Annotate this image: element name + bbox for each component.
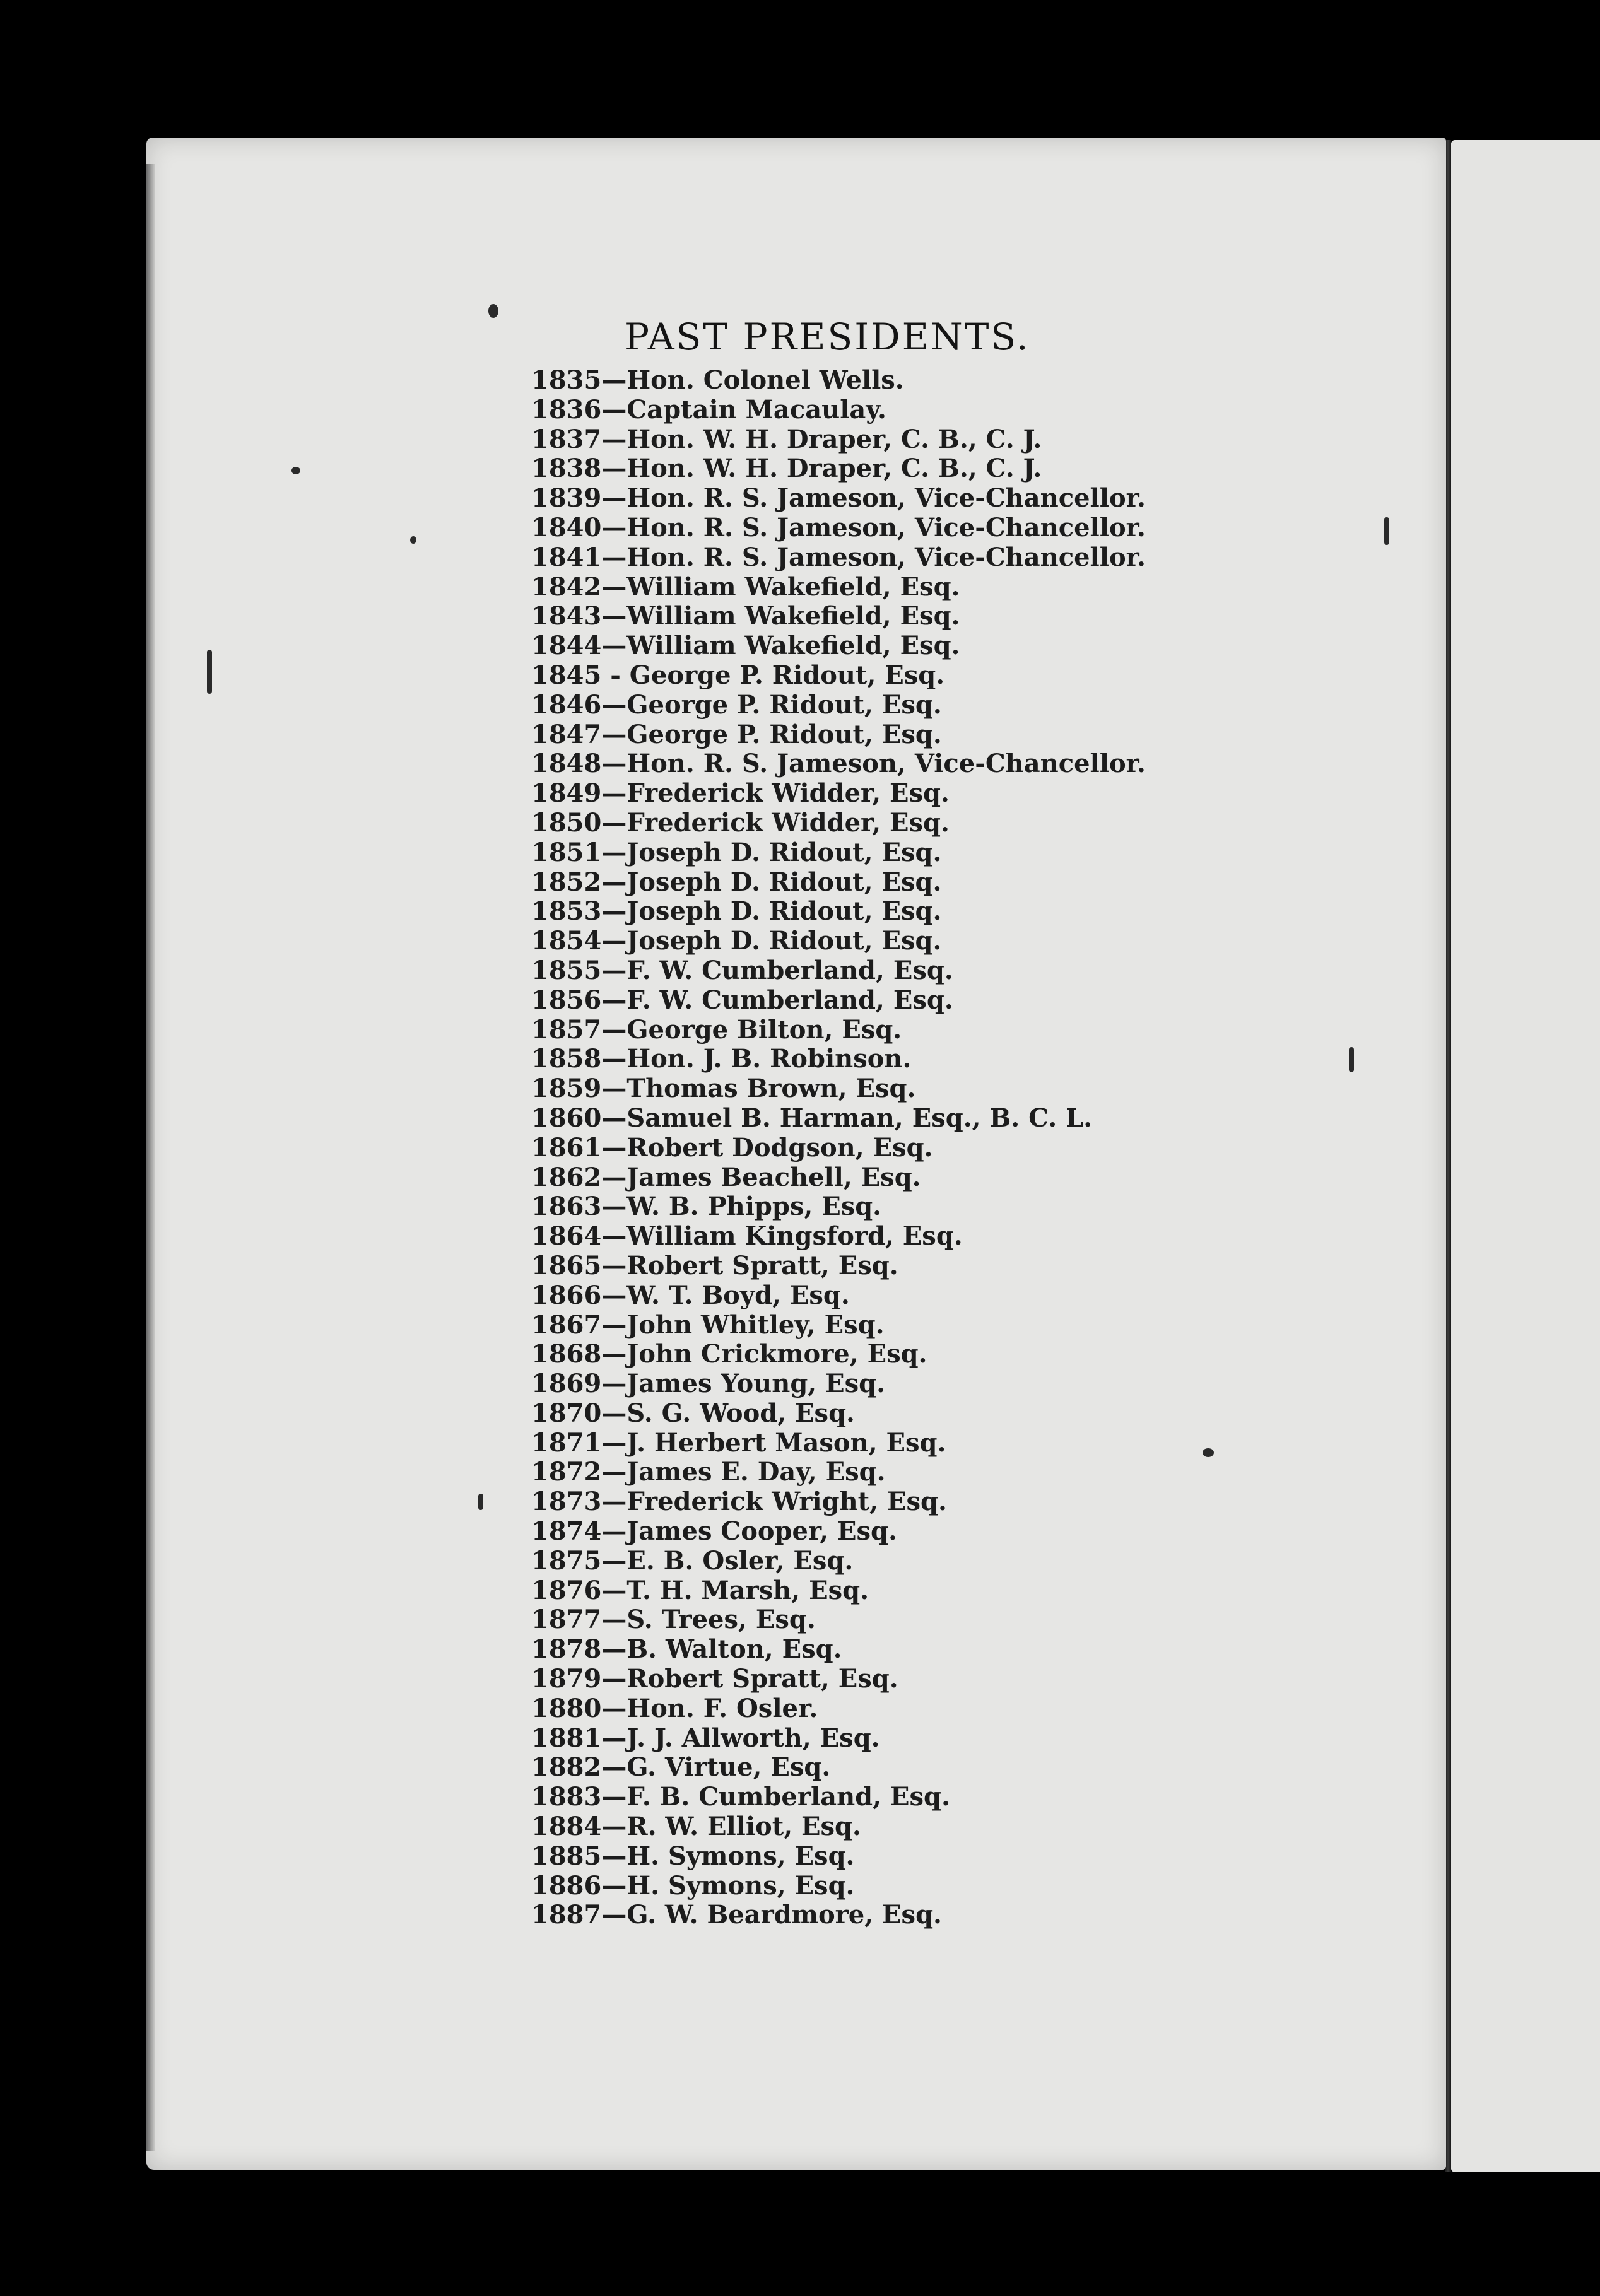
president-entry: 1869—James Young, Esq. (531, 1369, 886, 1399)
president-entry: 1853—Joseph D. Ridout, Esq. (531, 896, 942, 927)
president-entry: 1886—H. Symons, Esq. (531, 1870, 855, 1901)
president-entry: 1835—Hon. Colonel Wells. (531, 365, 904, 395)
president-entry: 1860—Samuel B. Harman, Esq., B. C. L. (531, 1103, 1093, 1133)
president-entry: 1878—B. Walton, Esq. (531, 1634, 842, 1665)
president-entry: 1843—William Wakefield, Esq. (531, 601, 960, 631)
president-entry: 1847—George P. Ridout, Esq. (531, 719, 942, 749)
president-entry: 1863—W. B. Phipps, Esq. (531, 1192, 882, 1222)
page-heading: PAST PRESIDENTS. (625, 315, 1030, 358)
president-entry: 1881—J. J. Allworth, Esq. (531, 1723, 880, 1753)
president-entry: 1876—T. H. Marsh, Esq. (531, 1575, 869, 1605)
president-entry: 1848—Hon. R. S. Jameson, Vice-Chancellor. (531, 749, 1146, 779)
president-entry: 1866—W. T. Boyd, Esq. (531, 1280, 850, 1310)
president-entry: 1871—J. Herbert Mason, Esq. (531, 1427, 946, 1458)
president-entry: 1858—Hon. J. B. Robinson. (531, 1044, 912, 1074)
president-entry: 1865—Robert Spratt, Esq. (531, 1250, 898, 1280)
president-entry: 1838—Hon. W. H. Draper, C. B., C. J. (531, 454, 1042, 484)
president-entry: 1851—Joseph D. Ridout, Esq. (531, 837, 942, 867)
president-entry: 1884—R. W. Elliot, Esq. (531, 1812, 861, 1842)
dust-speck (410, 536, 416, 544)
president-entry: 1870—S. G. Wood, Esq. (531, 1398, 855, 1428)
president-entry: 1836—Captain Macaulay. (531, 394, 886, 425)
president-entry: 1885—H. Symons, Esq. (531, 1841, 855, 1871)
president-entry: 1883—F. B. Cumberland, Esq. (531, 1782, 950, 1812)
president-entry: 1861—Robert Dodgson, Esq. (531, 1132, 933, 1163)
president-entry: 1850—Frederick Widder, Esq. (531, 807, 950, 838)
page-edge (146, 164, 155, 2151)
presidents-list (531, 366, 1146, 1930)
president-entry: 1879—Robert Spratt, Esq. (531, 1664, 898, 1694)
president-entry: 1874—James Cooper, Esq. (531, 1516, 897, 1547)
president-entry: 1840—Hon. R. S. Jameson, Vice-Chancellor. (531, 512, 1146, 542)
president-entry: 1864—William Kingsford, Esq. (531, 1221, 963, 1251)
president-entry: 1868—John Crickmore, Esq. (531, 1339, 927, 1369)
president-entry: 1841—Hon. R. S. Jameson, Vice-Chancellor. (531, 542, 1146, 572)
facing-page (1451, 140, 1600, 2172)
president-entry: 1875—E. B. Osler, Esq. (531, 1545, 854, 1576)
president-entry: 1872—James E. Day, Esq. (531, 1457, 886, 1487)
president-entry: 1839—Hon. R. S. Jameson, Vice-Chancellor. (531, 483, 1146, 513)
dust-speck (1384, 517, 1389, 545)
president-entry: 1882—G. Virtue, Esq. (531, 1752, 831, 1783)
president-entry: 1845 - George P. Ridout, Esq. (531, 660, 945, 690)
president-entry: 1877—S. Trees, Esq. (531, 1605, 816, 1635)
president-entry: 1857—George Bilton, Esq. (531, 1014, 902, 1045)
president-entry: 1873—Frederick Wright, Esq. (531, 1487, 947, 1517)
president-entry: 1855—F. W. Cumberland, Esq. (531, 955, 953, 985)
dust-speck (478, 1494, 483, 1510)
president-entry: 1859—Thomas Brown, Esq. (531, 1074, 916, 1104)
president-entry: 1849—Frederick Widder, Esq. (531, 778, 950, 809)
president-entry: 1844—William Wakefield, Esq. (531, 631, 960, 661)
president-entry: 1862—James Beachell, Esq. (531, 1162, 921, 1192)
president-entry: 1854—Joseph D. Ridout, Esq. (531, 926, 942, 956)
president-entry: 1837—Hon. W. H. Draper, C. B., C. J. (531, 424, 1042, 454)
president-entry: 1867—John Whitley, Esq. (531, 1309, 885, 1340)
president-entry: 1887—G. W. Beardmore, Esq. (531, 1900, 942, 1930)
president-entry: 1880—Hon. F. Osler. (531, 1693, 818, 1723)
dust-speck (1349, 1047, 1354, 1072)
dust-speck (207, 650, 212, 694)
president-entry: 1852—Joseph D. Ridout, Esq. (531, 867, 942, 897)
dust-speck (1203, 1448, 1214, 1457)
president-entry: 1842—William Wakefield, Esq. (531, 571, 960, 602)
dust-speck (488, 304, 498, 318)
dust-speck (291, 467, 300, 474)
president-entry: 1846—George P. Ridout, Esq. (531, 689, 942, 720)
president-entry: 1856—F. W. Cumberland, Esq. (531, 985, 953, 1015)
